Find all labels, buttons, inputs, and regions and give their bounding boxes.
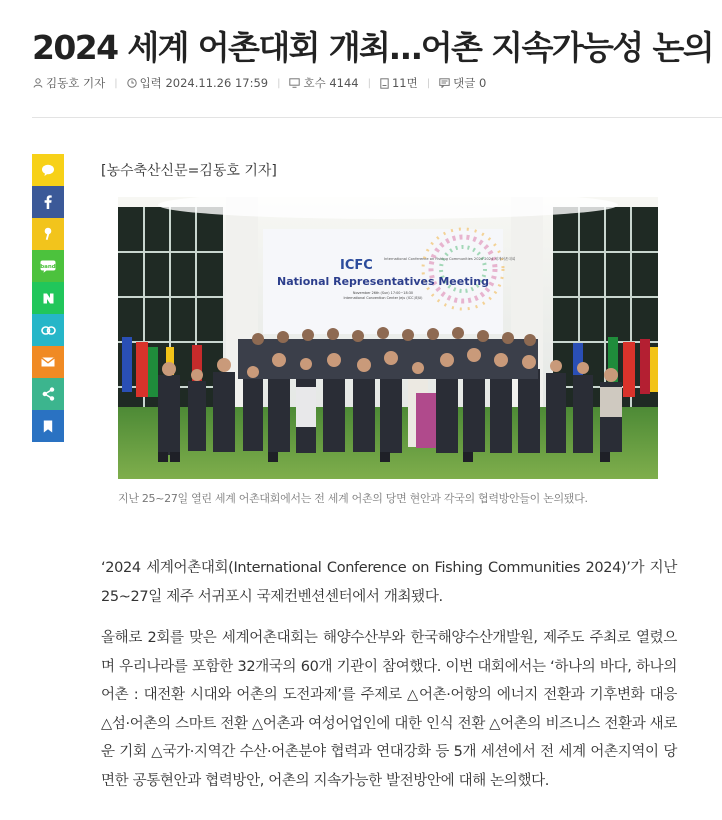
share-icon <box>42 387 55 401</box>
naver-share-button[interactable] <box>32 282 64 314</box>
meta-page <box>380 75 418 91</box>
article-paragraph: 올해로 2회를 맞은 세계어촌대회는 해양수산부와 한국해양수산개발원, 제주도 주최로 열렸으며 우리나라를 포함한 32개국의 60개 기관이 참여했다. 이번 대회에서는 ‘하나의 바다, 하나의 어촌 : 대전환 시대와 어촌의 도전과제’를 주제로 △어촌·어항의 에너지 전환과 기후변화 대응 △섬·어촌의 스마트 전환 △어촌과 여성어업인에 대한 인식 전환 △어촌의 비즈니스 전환과 새로운 기회 △국가·지역간 수산·어촌분야 협력과 연대강화 등 5개 세션에서 전 세계 어촌지역이 당면한 공통현안과 협력방안, 어촌의 지속가능한 발전방안에 대해 논의했다. <box>101 630 677 789</box>
user-icon <box>33 78 43 88</box>
share-toolbar <box>32 154 64 442</box>
copy-link-button[interactable] <box>32 314 64 346</box>
author-name: 김동호 기자 <box>46 76 106 90</box>
article-meta <box>33 74 486 92</box>
meta-divider: | <box>426 77 431 89</box>
photo-caption: 지난 25~27일 열린 세계 어촌대회에서는 전 세계 어촌의 당면 현안과 각국의 협력방안들이 논의됐다. <box>118 492 588 505</box>
article-paragraph: ‘2024 세계어촌대회(International Conference on Fishing Communities 2024)’가 지난 25~27일 제주 서귀포시 국제컨벤션센터에서 개최됐다. <box>101 560 677 605</box>
bookmark-icon <box>43 420 53 433</box>
article-headline: 2024 세계 어촌대회 개최…어촌 지속가능성 논의 <box>32 28 714 68</box>
issue-number: 호수 4144 <box>303 76 359 90</box>
speech-bubble-icon <box>41 164 55 177</box>
page-icon <box>380 78 389 89</box>
meta-date <box>127 75 269 91</box>
comment-icon <box>439 78 450 88</box>
article-photo <box>118 197 658 479</box>
link-icon <box>41 326 56 335</box>
meta-divider: | <box>114 77 118 89</box>
photo-illustration <box>118 197 658 479</box>
kakaotalk-share-button[interactable] <box>32 154 64 186</box>
meta-comments[interactable] <box>439 75 486 91</box>
clock-icon <box>127 78 137 88</box>
comment-count: 댓글 0 <box>453 76 487 90</box>
publish-date: 입력 2024.11.26 17:59 <box>139 76 269 90</box>
meta-divider: | <box>367 77 371 89</box>
band-icon <box>40 260 56 273</box>
facebook-icon <box>44 195 52 209</box>
meta-issue <box>289 75 358 91</box>
banner-date: November 26th (Sun) 17:00~18:30 <box>352 291 414 295</box>
envelope-icon <box>41 357 55 367</box>
header-divider <box>32 117 722 118</box>
monitor-icon <box>289 78 300 88</box>
banner-venue: International Convention Center Jeju (ICC JEJU) <box>343 296 423 300</box>
bookmark-button[interactable] <box>32 410 64 442</box>
kakaostory-share-button[interactable] <box>32 218 64 250</box>
page-number: 11면 <box>391 76 418 90</box>
naver-icon <box>43 293 54 304</box>
more-share-button[interactable] <box>32 378 64 410</box>
quote-icon <box>44 227 52 241</box>
article-byline: [농수축산신문=김동호 기자] <box>101 163 277 179</box>
meta-author[interactable] <box>33 75 105 91</box>
banner-title: National Representatives Meeting <box>277 275 489 288</box>
facebook-share-button[interactable] <box>32 186 64 218</box>
banner-logo: ICFC <box>340 258 373 273</box>
meta-divider: | <box>277 77 281 89</box>
banner-sub-right: International Conference on Fishing Communities 2024 2024 세계어촌대회 <box>384 257 516 261</box>
band-share-button[interactable] <box>32 250 64 282</box>
email-share-button[interactable] <box>32 346 64 378</box>
svg-text:band: band <box>40 263 56 270</box>
